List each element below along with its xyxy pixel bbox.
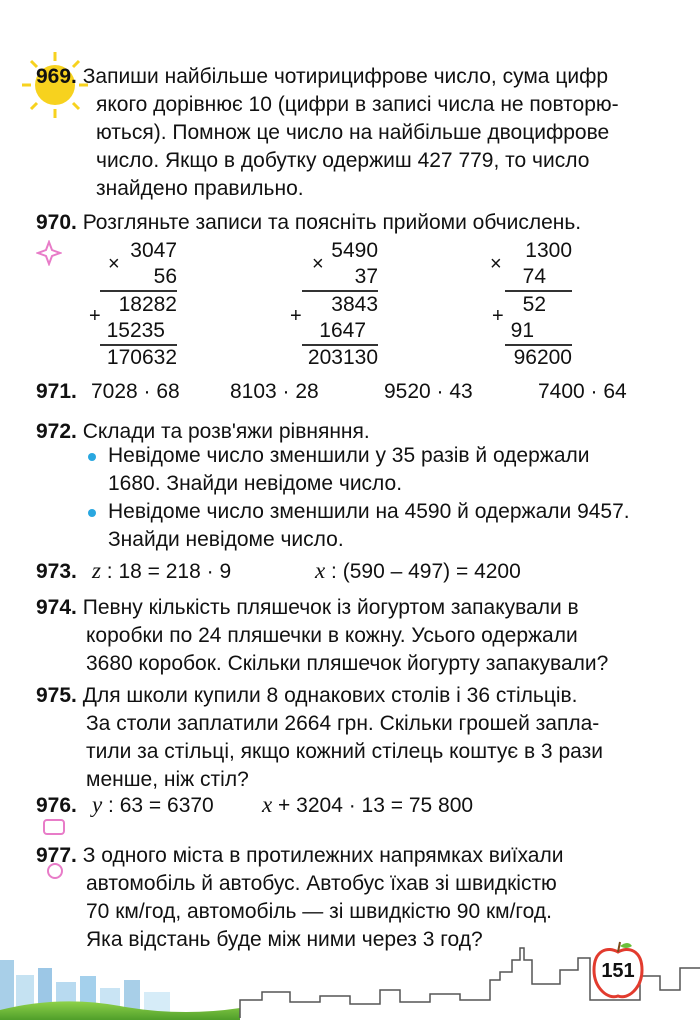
task-text: автомобіль й автобус. Автобус їхав зі швидкістю (86, 872, 557, 895)
variable: x (315, 558, 326, 583)
expression: 9520 · 43 (384, 380, 473, 403)
factor-b: 74 (522, 264, 546, 288)
factor-b: 56 (153, 264, 177, 288)
task-973 (36, 560, 77, 584)
task-number: 977. (36, 844, 77, 867)
task-text: якого дорівнює 10 (цифри в записі числа не повторю- (96, 93, 619, 116)
multiply-sign: × (490, 253, 502, 275)
equation-rest: : 18 = 218 · 9 (100, 560, 232, 583)
partial-product: 3843 (331, 293, 378, 316)
expression: 8103 · 28 (230, 380, 319, 403)
task-number: 976. (36, 794, 77, 817)
task-text: З одного міста в протилежних напрямках виїхали (82, 844, 564, 867)
task-number: 970. (36, 211, 77, 234)
partial-product: 15235 (106, 318, 165, 342)
task-text: число. Якщо в добутку одержиш 427 779, то число (96, 149, 590, 172)
task-970-header (36, 211, 581, 235)
task-text: ються). Помнож це число на найбільше двоцифрове (96, 121, 610, 144)
task-text: менше, ніж стіл? (86, 768, 249, 791)
result: 170632 (106, 346, 177, 369)
expression: 7028 · 68 (91, 380, 180, 403)
task-text: Для школи купили 8 однакових столів і 36 стільців. (82, 684, 578, 707)
task-977 (36, 842, 636, 954)
variable: y (92, 792, 103, 817)
factor-b: 37 (354, 264, 378, 288)
result: 203130 (307, 346, 378, 369)
factor-a: 5490 (331, 239, 378, 262)
task-text: За столи заплатили 2664 грн. Скільки грошей запла- (86, 712, 600, 735)
equation-rest: : 63 = 6370 (102, 794, 214, 817)
equation (315, 558, 521, 584)
variable: x (262, 792, 273, 817)
equation-rest: + 3204 · 13 = 75 800 (272, 794, 474, 817)
task-text: тили за стільці, якщо кожний стілець коштує в 3 рази (86, 740, 603, 763)
list-item: Невідоме число зменшили на 4590 й одержали 9457. Знайди невідоме число. (86, 498, 634, 554)
task-text: коробки по 24 пляшечки в кожну. Усього одержали (86, 624, 578, 647)
equation (92, 792, 214, 818)
task-text: знайдено правильно. (96, 177, 304, 200)
task-text: Розгляньте записи та поясніть прийоми обчислень. (82, 211, 582, 234)
partial-product: 1647 (319, 318, 366, 342)
partial-product: 18282 (118, 293, 177, 316)
factor-a: 1300 (525, 239, 572, 262)
multiply-sign: × (108, 253, 120, 275)
task-text: Певну кількість пляшечок із йогуртом запакували в (82, 596, 579, 619)
task-number: 972. (36, 420, 77, 443)
task-972-header (36, 420, 370, 444)
result: 96200 (513, 346, 572, 369)
task-number: 973. (36, 560, 77, 583)
task-976 (36, 794, 77, 818)
variable: z (92, 558, 101, 583)
equation-rest: : (590 – 497) = 4200 (325, 560, 521, 583)
equation (262, 792, 473, 818)
plus-sign: + (290, 305, 302, 327)
plus-sign: + (492, 305, 504, 327)
task-975 (36, 682, 636, 794)
factor-a: 3047 (130, 239, 177, 262)
task-text: Яка відстань буде між ними через 3 год? (86, 928, 483, 951)
task-969 (36, 63, 636, 203)
task-972-list (86, 442, 634, 554)
list-item: Невідоме число зменшили у 35 разів й одержали 1680. Знайди невідоме число. (86, 442, 634, 498)
partial-product: 52 (522, 293, 546, 316)
page-number: 151 (601, 959, 635, 982)
task-text: 70 км/год, автомобіль — зі швидкістю 90 км/год. (86, 900, 552, 923)
task-text: 3680 коробок. Скільки пляшечок йогурту запакували? (86, 652, 609, 675)
plus-sign: + (89, 305, 101, 327)
house-mark-icon (42, 818, 66, 836)
task-text: Запиши найбільше чотирицифрове число, сума цифр (82, 65, 609, 88)
star-mark-icon (36, 240, 62, 266)
task-number: 975. (36, 684, 77, 707)
task-number: 974. (36, 596, 77, 619)
expression: 7400 · 64 (538, 380, 627, 403)
equation (92, 558, 231, 584)
task-971 (36, 380, 77, 404)
task-number: 969. (36, 65, 77, 88)
flower-mark-icon (42, 860, 68, 882)
task-number: 971. (36, 380, 77, 403)
partial-product: 91 (510, 318, 534, 342)
multiply-sign: × (312, 253, 324, 275)
task-974 (36, 594, 636, 678)
task-text: Склади та розв'яжи рівняння. (82, 420, 370, 443)
